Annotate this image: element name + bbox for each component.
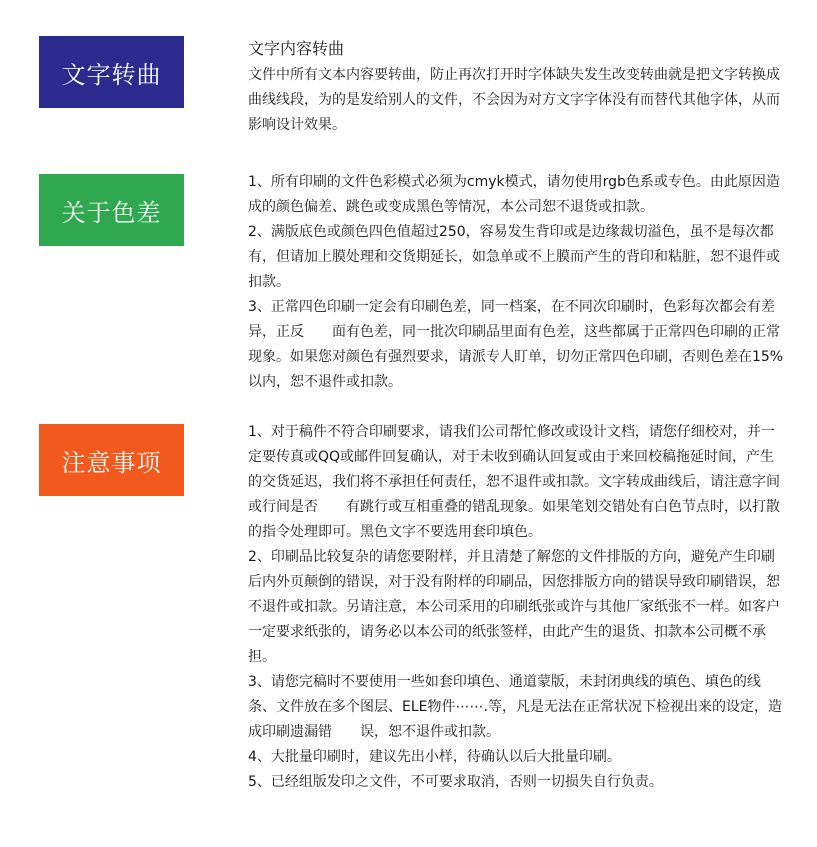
section-color-difference (248, 170, 788, 395)
badge-notes: 注意事项 (39, 424, 184, 496)
list-item: 1、对于稿件不符合印刷要求，请我们公司帮忙修改或设计文档，请您仔细校对，并一定要传真或QQ或邮件回复确认，对于未收到确认回复或由于来回校稿拖延时间，产生的交货延迟，我们将不承担任何责任，恕不退件或扣款。文字转成曲线后，请注意字间或行间是否 有跳行或互相重叠的错乱现象。如果笔划交错处有白色节点时，以打散的指令处理即可。黑色文字不要选用套印填色。 (248, 424, 780, 540)
list-item: 2、满版底色或颜色四色值超过250，容易发生背印或是边缘裁切溢色，虽不是每次都有，但请加上膜处理和交货期延长，如急单或不上膜而产生的背印和粘脏，恕不退件或扣款。 (248, 224, 780, 290)
badge-text-curves: 文字转曲 (39, 36, 184, 108)
list-item: 2、印刷品比较复杂的请您要附样，并且清楚了解您的文件排版的方向，避免产生印刷后内外页颠倒的错误，对于没有附样的印刷品，因您排版方向的错误导致印刷错误，恕不退件或扣款。另请注意，本公司采用的印刷纸张或许与其他厂家纸张不一样。如客户一定要求纸张的，请务必以本公司的纸张签样，由此产生的退货、扣款本公司概不承担。 (248, 549, 780, 665)
list-item: 3、正常四色印刷一定会有印刷色差，同一档案，在不同次印刷时，色彩每次都会有差异，正反 面有色差，同一批次印刷品里面有色差，这些都属于正常四色印刷的正常现象。如果您对颜色有强烈要求，请派专人盯单，切勿正常四色印刷，否则色差在15%以内，恕不退件或扣款。 (248, 299, 784, 390)
section-heading: 文字内容转曲 (248, 39, 345, 58)
badge-color-difference: 关于色差 (39, 174, 184, 246)
section-notes (248, 420, 788, 795)
list-item: 3、请您完稿时不要使用一些如套印填色、通道蒙版，未封闭典线的填色、填色的线条、文件放在多个图层、ELE物件⋯⋯.等，凡是无法在正常状况下检视出来的设定，造成印刷遗漏错 误，恕不退件或扣款。 (248, 674, 782, 740)
list-item: 1、所有印刷的文件色彩模式必须为cmyk模式，请勿使用rgb色系或专色。由此原因造成的颜色偏差、跳色或变成黑色等情况，本公司恕不退货或扣款。 (248, 174, 780, 215)
section-text-curves (248, 36, 788, 138)
list-item: 4、大批量印刷时，建议先出小样，待确认以后大批量印刷。 (248, 749, 621, 765)
section-body: 文件中所有文本内容要转曲，防止再次打开时字体缺失发生改变转曲就是把文字转换成曲线线段，为的是发给别人的文件，不会因为对方文字字体没有而替代其他字体，从而影响设计效果。 (248, 67, 780, 133)
list-item: 5、已经组版发印之文件，不可要求取消，否则一切损失自行负责。 (248, 774, 663, 790)
